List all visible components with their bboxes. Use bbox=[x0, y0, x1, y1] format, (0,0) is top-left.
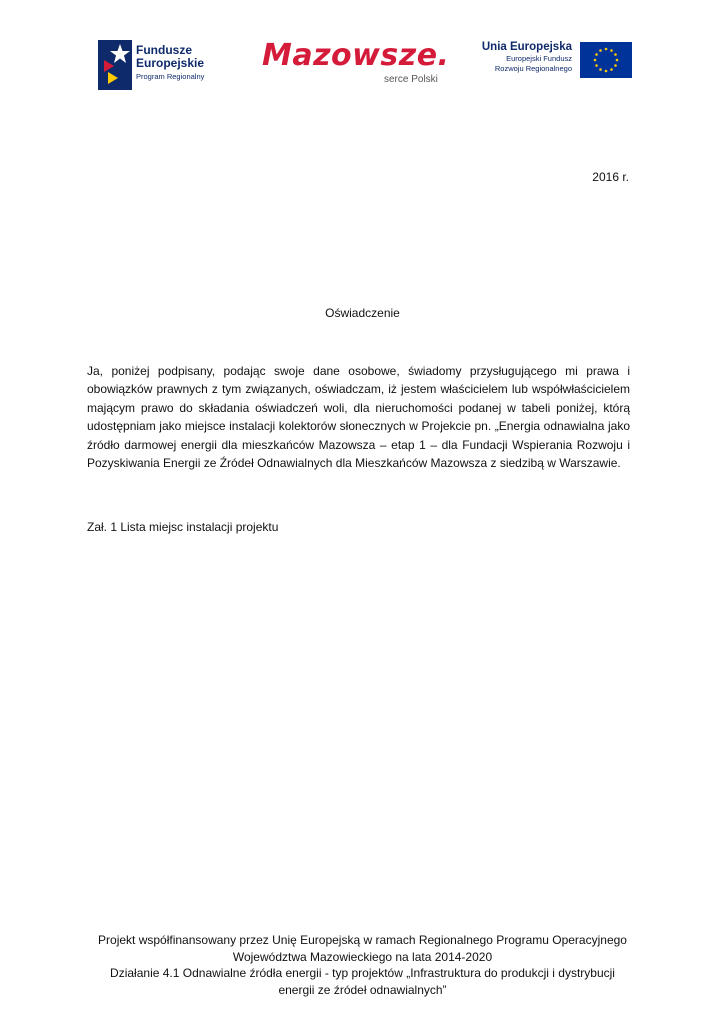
fe-logo-line3: Program Regionalny bbox=[136, 72, 205, 81]
eu-flag-icon bbox=[580, 42, 632, 78]
attachment-note: Zał. 1 Lista miejsc instalacji projektu bbox=[87, 520, 279, 534]
footer-line1: Projekt współfinansowany przez Unię Europejską w ramach Regionalnego Programu Operacyjnego bbox=[98, 933, 627, 947]
footer-line4: energii ze źródeł odnawialnych” bbox=[278, 982, 447, 997]
ue-logo-line2: Europejski Fundusz bbox=[506, 54, 572, 63]
fundusze-europejskie-logo bbox=[98, 40, 228, 90]
unia-europejska-logo bbox=[478, 38, 638, 88]
document-date: 2016 r. bbox=[592, 170, 629, 184]
fe-star-icon bbox=[98, 40, 132, 90]
fe-logo-line2: Europejskie bbox=[136, 56, 205, 70]
mazowsze-logo bbox=[262, 36, 462, 92]
ue-logo-line3: Rozwoju Regionalnego bbox=[494, 64, 572, 73]
footer bbox=[60, 932, 665, 998]
header-logos bbox=[0, 36, 725, 96]
mazowsze-logo-tagline: serce Polski bbox=[384, 74, 438, 85]
fe-logo-line1: Fundusze bbox=[136, 43, 192, 57]
mazowsze-logo-name: Mazowsze. bbox=[262, 38, 450, 73]
ue-logo-line1: Unia Europejska bbox=[481, 41, 572, 53]
document-title: Oświadczenie bbox=[325, 306, 400, 320]
footer-line2: Województwa Mazowieckiego na lata 2014-2020 bbox=[232, 949, 493, 964]
declaration-body: Ja, poniżej podpisany, podając swoje dane osobowe, świadomy przysługującego mi prawa i obowiązków prawnych z tym związanych, oświadczam, iż jestem właścicielem lub współwłaścicielem mającym prawo do składania oświadczeń woli, dla nieruchomości podanej w tabeli poniżej, którą udostępniam jako miejsce instalacji kolektorów słonecznych w Projekcie pn. „Energia odnawialna jako źródło darmowej energii dla mieszkańców Mazowsza – etap 1 – dla Fundacji Wspierania Rozwoju i Pozyskiwania Energii ze Źródeł Odnawialnych dla Mieszkańców Mazowsza z siedzibą w Warszawie. bbox=[87, 364, 630, 471]
footer-line3: Działanie 4.1 Odnawialne źródła energii - typ projektów „Infrastruktura do produkcji i dystrybucji bbox=[110, 966, 615, 980]
